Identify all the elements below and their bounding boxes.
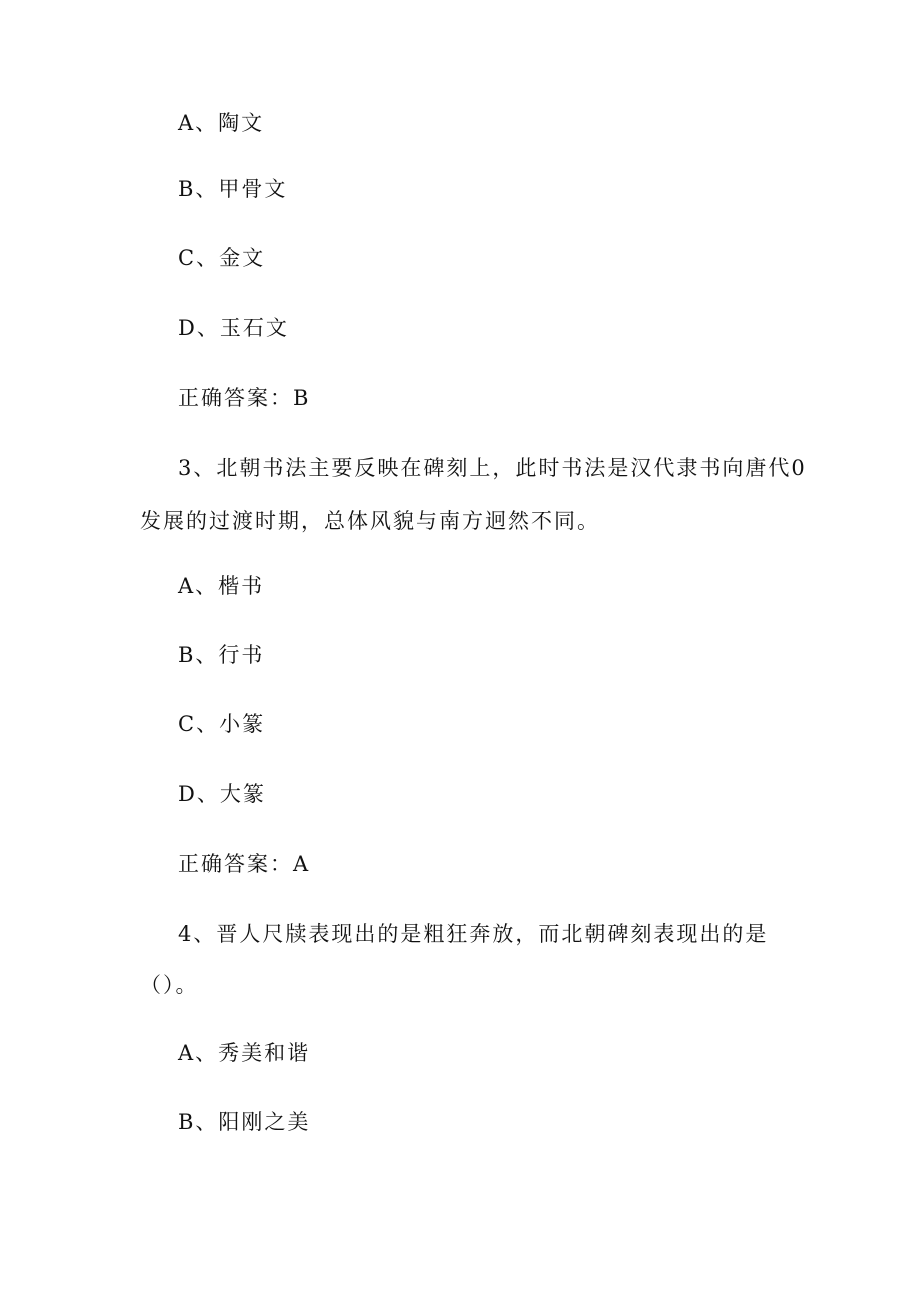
q4-question-line1: 4、晋人尺牍表现出的是粗狂奔放，而北朝碑刻表现出的是: [178, 922, 769, 946]
q4-question-line2: （）。: [140, 973, 199, 997]
q4-option-b: B、阳刚之美: [178, 1110, 311, 1134]
q3-option-b: B、行书: [178, 643, 265, 667]
q3-option-d: D、大篆: [178, 782, 266, 806]
q4-option-a: A、秀美和谐: [178, 1041, 311, 1065]
q3-question-line1: 3、北朝书法主要反映在碑刻上，此时书法是汉代隶书向唐代0: [178, 456, 807, 480]
q2-answer: 正确答案：B: [178, 386, 311, 410]
q2-option-d: D、玉石文: [178, 316, 289, 340]
q2-option-b: B、甲骨文: [178, 177, 288, 201]
q2-option-c: C、金文: [178, 246, 266, 270]
q2-option-a: A、陶文: [178, 111, 265, 135]
q3-question-line2: 发展的过渡时期，总体风貌与南方迥然不同。: [140, 509, 600, 533]
q3-answer: 正确答案：A: [178, 852, 311, 876]
q3-option-c: C、小篆: [178, 712, 266, 736]
q3-option-a: A、楷书: [178, 574, 265, 598]
